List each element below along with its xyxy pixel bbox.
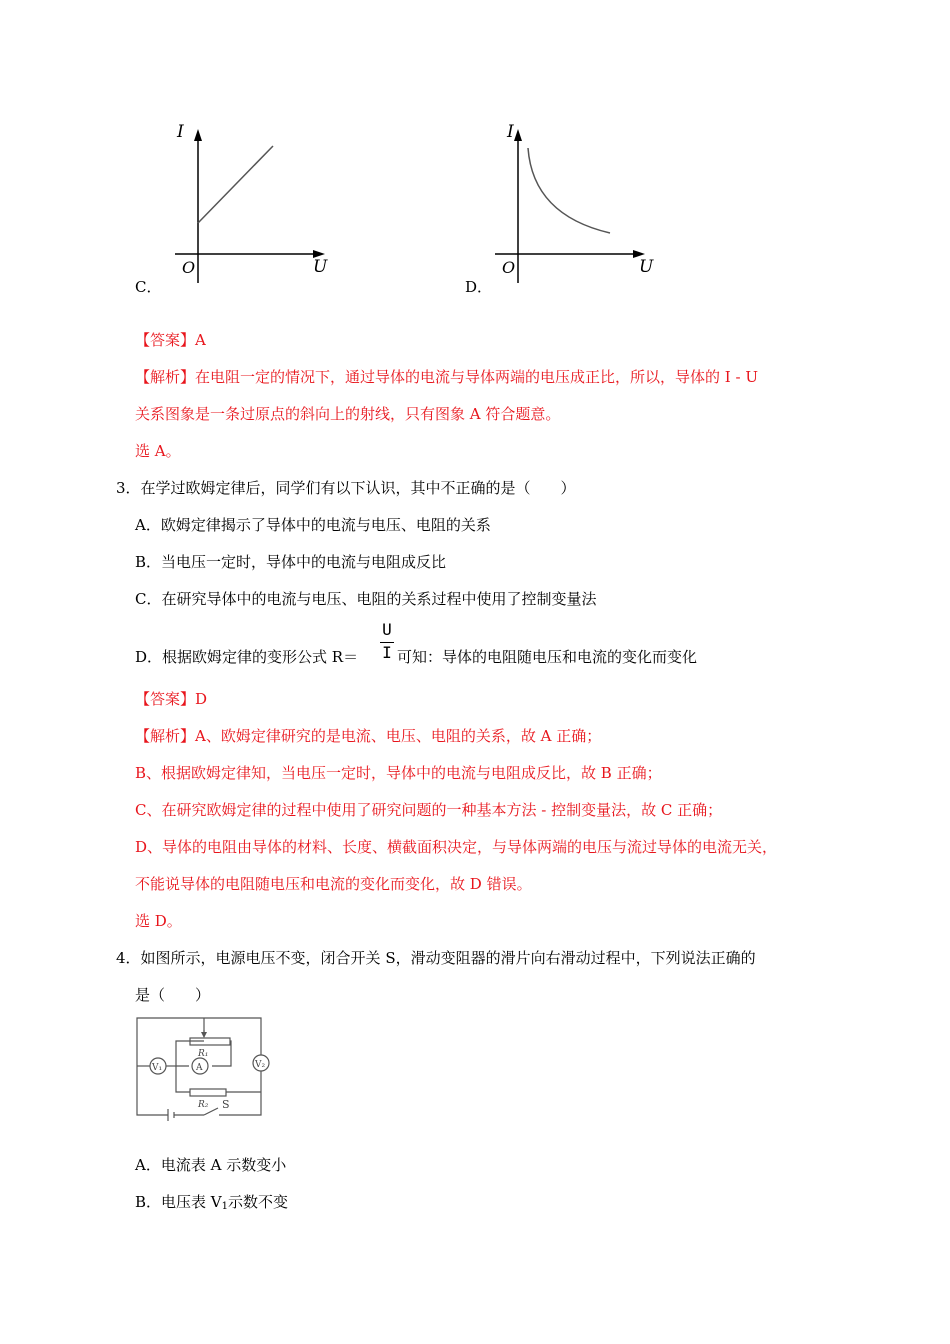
graph-c-line [198,146,273,223]
q3-choose: 选 D。 [135,912,182,930]
graph-c-x-label: U [313,257,328,277]
q3-analysis-line-4: D、导体的电阻由导体的材料、长度、横截面积决定，与导体两端的电压与流过导体的电流无关， [135,838,778,856]
circuit-svg [134,1014,274,1126]
circuit-ammeter-label: A [196,1063,203,1073]
q2-answer [135,330,206,350]
q3-fraction-denominator: I [382,643,392,662]
q4-stem-line-1: 4．如图所示，电源电压不变，闭合开关 S，滑动变阻器的滑片向右滑动过程中，下列说法正确的 [116,949,756,967]
graph-d-option-label: D． [465,278,493,296]
circuit-r2-label: R₂ [198,1100,209,1110]
graph-c-origin: O [182,258,196,277]
q2-analysis-text-1: 在电阻一定的情况下，通过导体的电流与导体两端的电压成正比，所以，导体的 I - U [195,368,758,386]
graph-d-curve [528,148,610,233]
graph-d-y-label: I [507,122,514,142]
circuit-r1-label: R₁ [198,1049,209,1059]
q3-answer-tag: 【答案】 [135,690,196,708]
q3-analysis-line-2: B、根据欧姆定律知，当电压一定时，导体中的电流与电阻成反比，故 B 正确； [135,764,662,782]
graph-d-origin: O [502,258,516,277]
graph-d-svg [465,115,685,295]
q3-option-d-suffix: 可知：导体的电阻随电压和电流的变化而变化 [397,648,698,666]
circuit-v1-label: V₁ [152,1063,163,1073]
q3-fraction-numerator: U [382,620,392,639]
q2-answer-value: A [195,331,206,349]
q2-analysis-tag: 【解析】 [135,368,196,386]
q3-analysis-text-1: A、欧姆定律研究的是电流、电压、电阻的关系，故 A 正确； [195,727,602,745]
circuit-v2-label: V₂ [255,1060,266,1070]
q3-option-b: B．当电压一定时，导体中的电流与电阻成反比 [135,553,447,571]
q2-analysis-line-1 [135,367,758,387]
graph-d [465,115,685,295]
graph-c [135,115,355,295]
q4-option-b-prefix: B．电压表 V [135,1193,222,1211]
q2-analysis-line-2: 关系图象是一条过原点的斜向上的射线，只有图象 A 符合题意。 [135,405,561,423]
q3-analysis-line-5: 不能说导体的电阻随电压和电流的变化而变化，故 D 错误。 [135,875,532,893]
q4-stem-line-2: 是（ ） [135,986,211,1004]
q3-answer-value: D [195,690,208,708]
circuit-switch-label: S [222,1098,230,1111]
q3-analysis-line-1 [135,726,601,746]
q4-option-b-suffix: 示数不变 [228,1193,289,1211]
q3-option-a: A．欧姆定律揭示了导体中的电流与电压、电阻的关系 [135,516,491,534]
graph-c-option-label: C． [135,278,162,296]
q2-answer-tag: 【答案】 [135,331,196,349]
graph-c-y-label: I [177,122,184,142]
q3-analysis-tag: 【解析】 [135,727,196,745]
q3-option-c: C．在研究导体中的电流与电压、电阻的关系过程中使用了控制变量法 [135,590,597,608]
graph-d-x-label: U [639,257,654,277]
q3-option-d-prefix: D．根据欧姆定律的变形公式 R＝ [135,648,359,666]
q4-option-b [135,1192,288,1217]
q4-option-a: A．电流表 A 示数变小 [135,1156,287,1174]
q3-stem: 3．在学过欧姆定律后，同学们有以下认识，其中不正确的是（ ） [116,479,576,497]
graph-c-svg [135,115,355,295]
q3-answer [135,689,207,709]
q4-option-b-sub: 1 [221,1201,228,1212]
q3-analysis-line-3: C、在研究欧姆定律的过程中使用了研究问题的一种基本方法 - 控制变量法，故 C 正确； [135,801,723,819]
q4-circuit-diagram [134,1014,274,1126]
q2-choose: 选 A。 [135,442,181,460]
